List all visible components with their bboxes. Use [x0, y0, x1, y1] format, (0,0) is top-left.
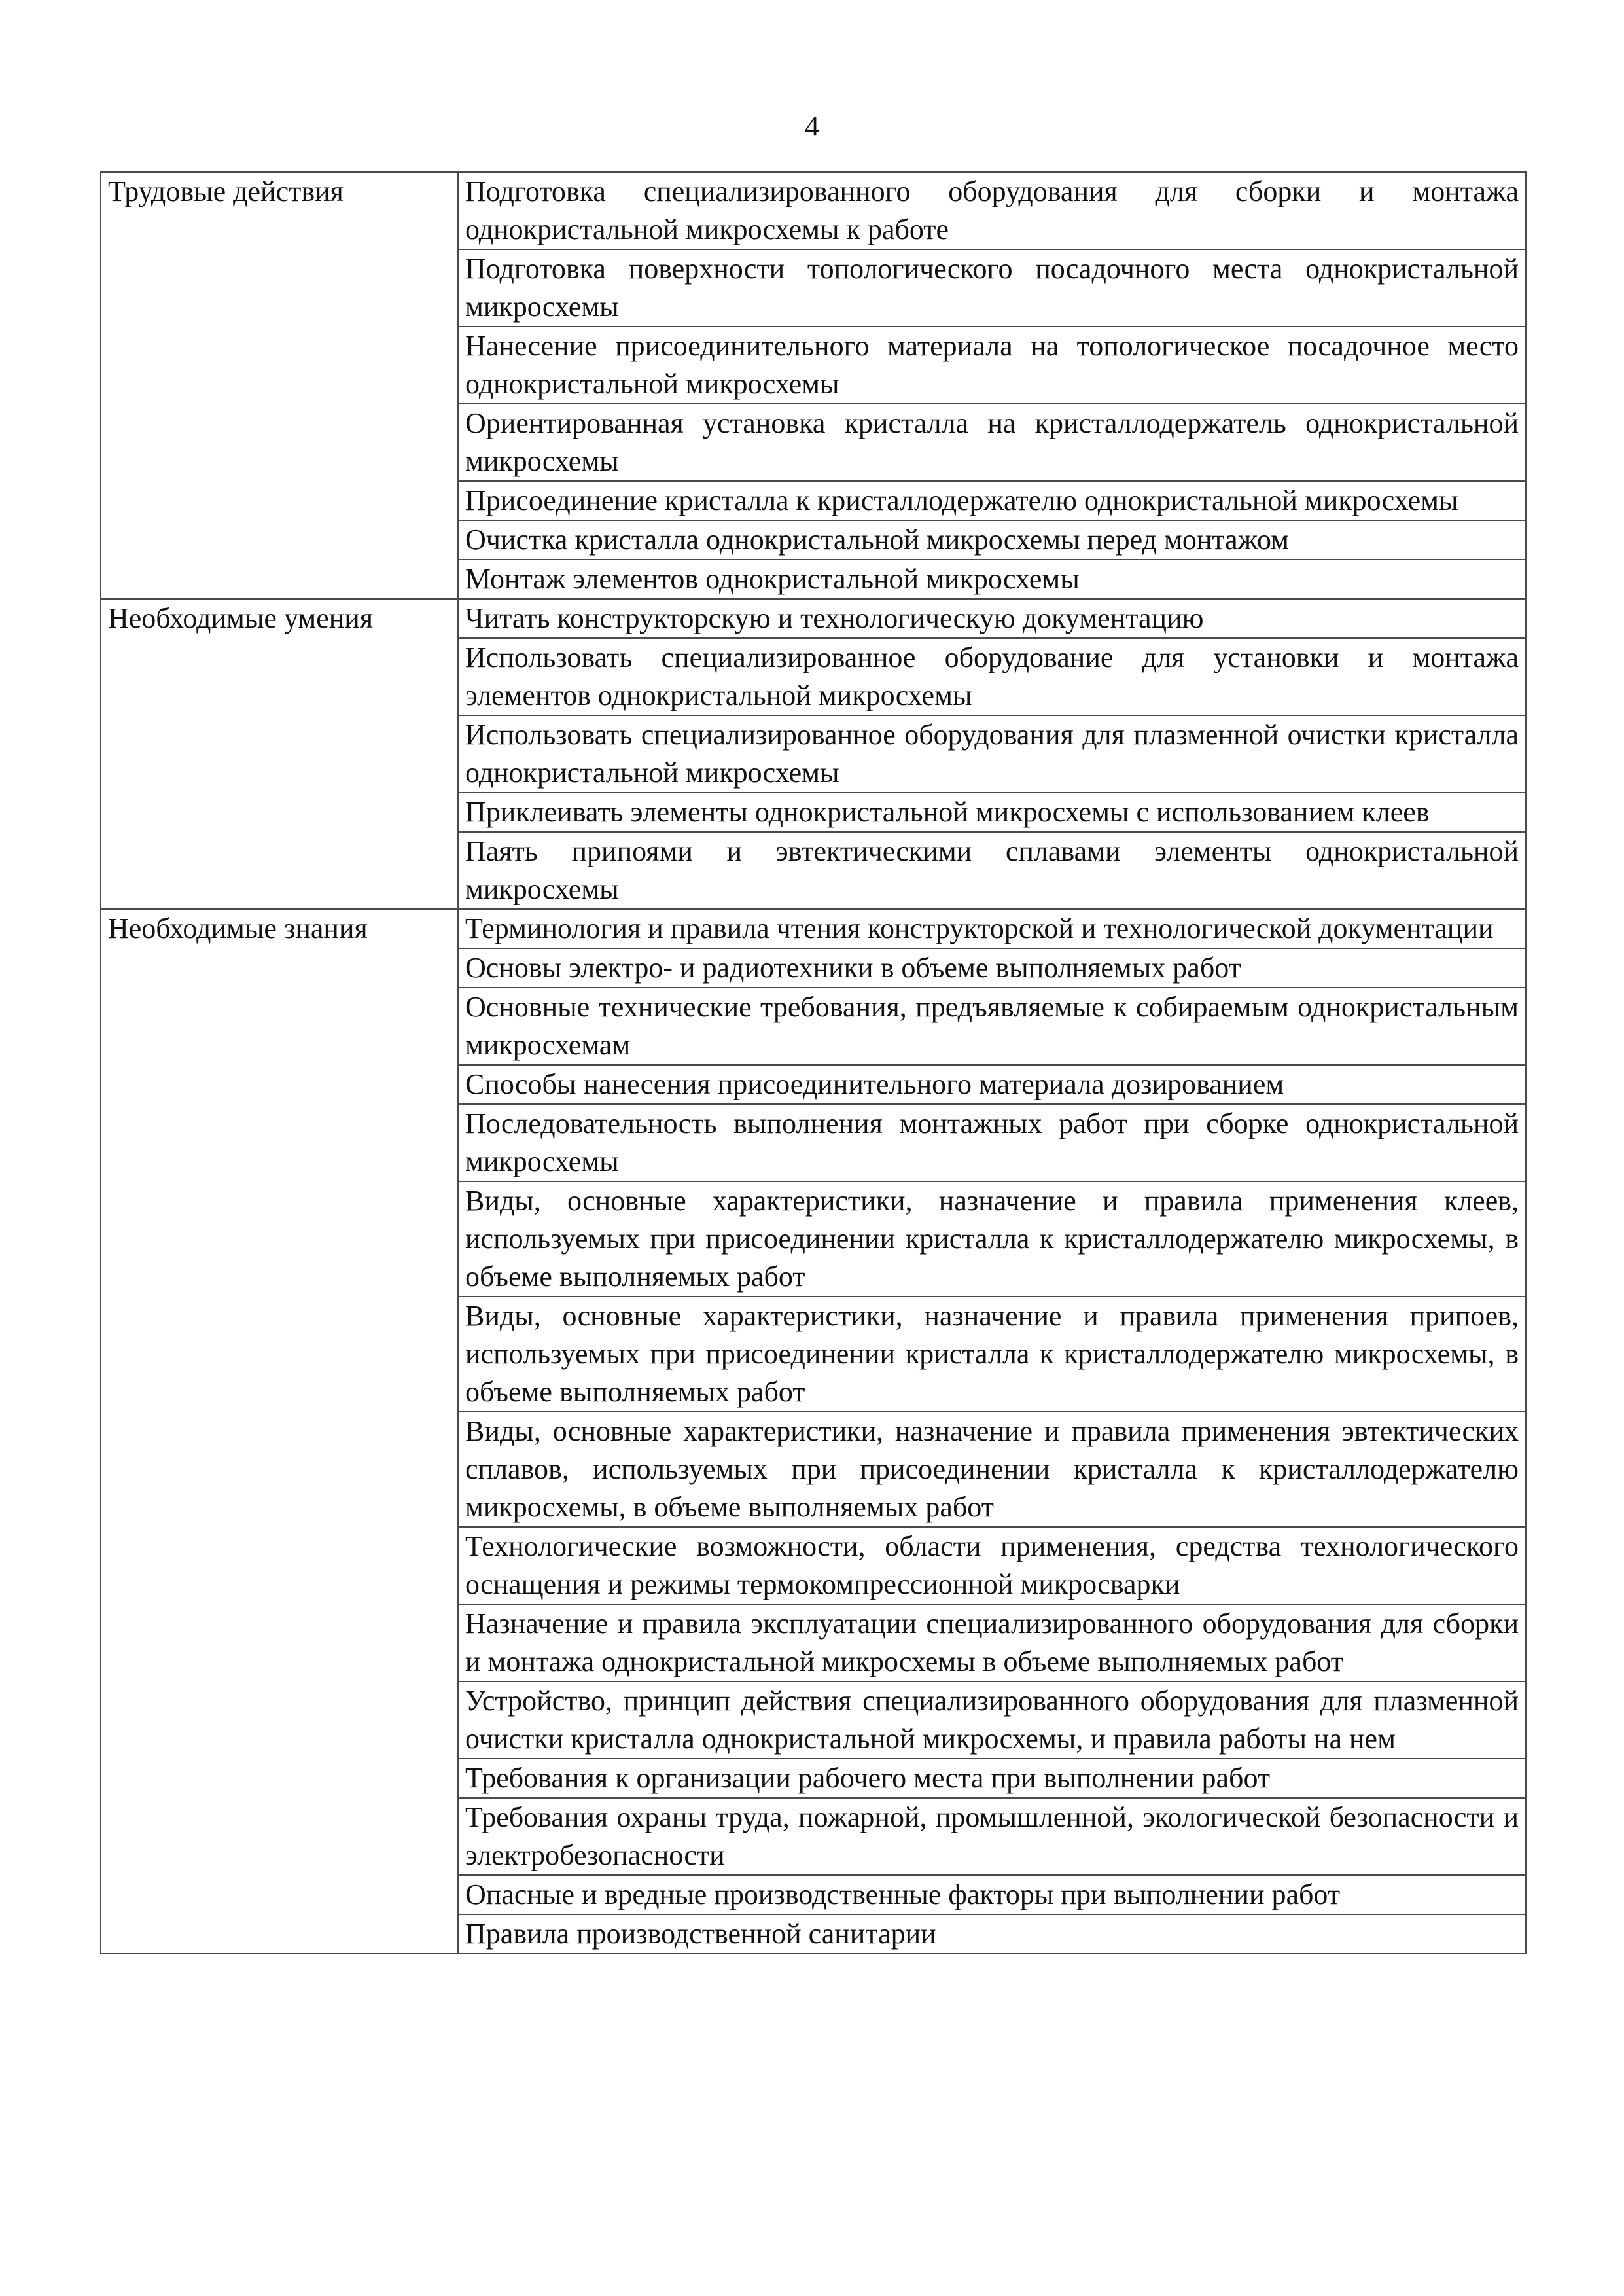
requirement-item: Подготовка поверхности топологического посадочного места однокристальной микросхемы: [458, 249, 1526, 327]
requirement-item: Технологические возможности, области применения, средства технологического оснащения и режимы термокомпрессионной микросварки: [458, 1527, 1526, 1604]
requirement-item: Использовать специализированное оборудования для плазменной очистки кристалла однокристальной микросхемы: [458, 715, 1526, 793]
requirement-item: Основные технические требования, предъявляемые к собираемым однокристальным микросхемам: [458, 988, 1526, 1065]
section-label: Трудовые действия: [101, 172, 458, 599]
requirement-item: Читать конструкторскую и технологическую документацию: [458, 599, 1526, 638]
requirement-item: Требования охраны труда, пожарной, промышленной, экологической безопасности и электробезопасности: [458, 1798, 1526, 1875]
requirement-item: Очистка кристалла однокристальной микросхемы перед монтажом: [458, 520, 1526, 560]
section-label: Необходимые умения: [101, 599, 458, 909]
requirement-item: Использовать специализированное оборудование для установки и монтажа элементов однокристальной микросхемы: [458, 638, 1526, 715]
table-row: [101, 599, 1526, 638]
requirement-item: Последовательность выполнения монтажных работ при сборке однокристальной микросхемы: [458, 1104, 1526, 1181]
requirement-item: Виды, основные характеристики, назначение и правила применения эвтектических сплавов, используемых при присоединении кристалла к кристаллодержателю микросхемы, в объеме выполняемых работ: [458, 1412, 1526, 1527]
requirement-item: Присоединение кристалла к кристаллодержателю однокристальной микросхемы: [458, 481, 1526, 520]
requirement-item: Правила производственной санитарии: [458, 1914, 1526, 1954]
qualification-table: [100, 171, 1527, 1954]
requirement-item: Назначение и правила эксплуатации специализированного оборудования для сборки и монтажа однокристальной микросхемы в объеме выполняемых работ: [458, 1604, 1526, 1681]
requirement-item: Способы нанесения присоединительного материала дозированием: [458, 1065, 1526, 1104]
requirement-item: Основы электро- и радиотехники в объеме выполняемых работ: [458, 948, 1526, 988]
requirement-item: Требования к организации рабочего места при выполнении работ: [458, 1759, 1526, 1798]
section-label: Необходимые знания: [101, 909, 458, 1954]
table-row: [101, 909, 1526, 948]
requirement-item: Виды, основные характеристики, назначение и правила применения клеев, используемых при присоединении кристалла к кристаллодержателю микросхемы, в объеме выполняемых работ: [458, 1181, 1526, 1297]
requirement-item: Опасные и вредные производственные факторы при выполнении работ: [458, 1875, 1526, 1914]
requirement-item: Приклеивать элементы однокристальной микросхемы с использованием клеев: [458, 793, 1526, 832]
requirement-item: Ориентированная установка кристалла на кристаллодержатель однокристальной микросхемы: [458, 404, 1526, 481]
requirement-item: Паять припоями и эвтектическими сплавами элементы однокристальной микросхемы: [458, 832, 1526, 909]
requirement-item: Виды, основные характеристики, назначение и правила применения припоев, используемых при присоединении кристалла к кристаллодержателю микросхемы, в объеме выполняемых работ: [458, 1297, 1526, 1412]
requirement-item: Монтаж элементов однокристальной микросхемы: [458, 560, 1526, 599]
requirement-item: Подготовка специализированного оборудования для сборки и монтажа однокристальной микросхемы к работе: [458, 172, 1526, 249]
page-number: 4: [805, 110, 819, 142]
requirement-item: Нанесение присоединительного материала на топологическое посадочное место однокристальной микросхемы: [458, 327, 1526, 404]
requirement-item: Устройство, принцип действия специализированного оборудования для плазменной очистки кристалла однокристальной микросхемы, и правила работы на нем: [458, 1681, 1526, 1759]
requirement-item: Терминология и правила чтения конструкторской и технологической документации: [458, 909, 1526, 948]
table-row: [101, 172, 1526, 249]
